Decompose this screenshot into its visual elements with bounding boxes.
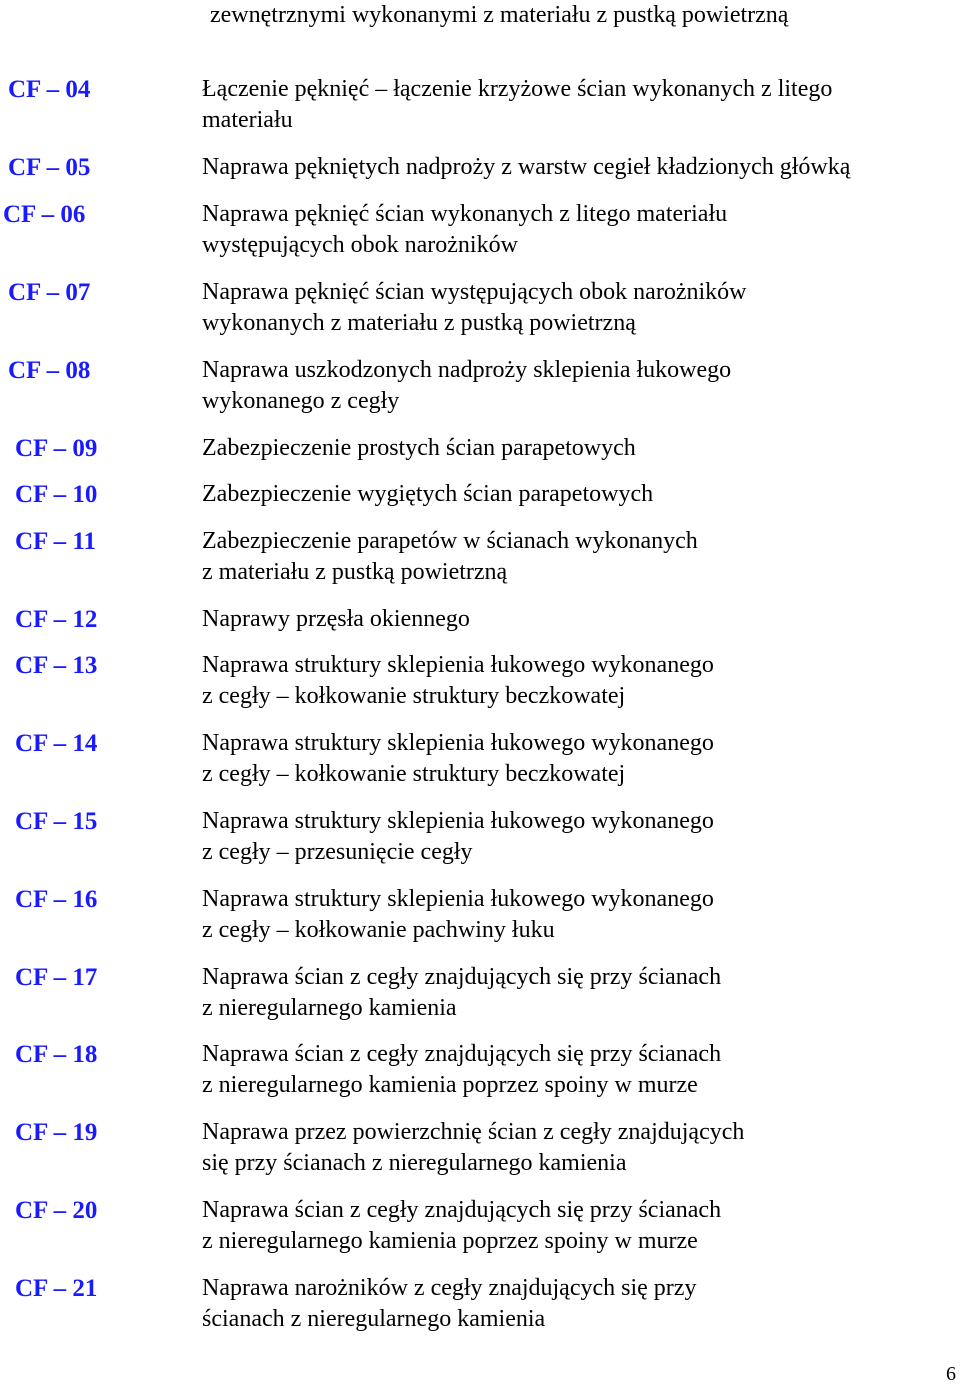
- description-line: z nieregularnego kamienia: [202, 995, 457, 1021]
- entry-code: CF – 21: [15, 1275, 98, 1302]
- description-line: Naprawa uszkodzonych nadproży sklepienia łukowego: [202, 357, 732, 383]
- entry-description: [202, 199, 952, 261]
- entry-description: [202, 650, 952, 712]
- description-line: Łączenie pęknięć – łączenie krzyżowe ścian wykonanych z litego: [202, 76, 833, 102]
- entry-description: [202, 1039, 952, 1101]
- description-line: występujących obok narożników: [202, 232, 518, 258]
- description-line: z nieregularnego kamienia poprzez spoiny w murze: [202, 1072, 698, 1098]
- entry-description: [202, 1195, 952, 1257]
- description-line: Naprawa struktury sklepienia łukowego wykonanego: [202, 886, 714, 912]
- description-line: Naprawa struktury sklepienia łukowego wykonanego: [202, 652, 714, 678]
- description-line: Naprawa narożników z cegły znajdujących się przy: [202, 1275, 697, 1301]
- entry-description: [202, 526, 952, 588]
- description-line: z cegły – kołkowanie pachwiny łuku: [202, 917, 555, 943]
- entry-description: [202, 728, 952, 790]
- entry-code: CF – 11: [15, 528, 97, 555]
- entry-description: [202, 604, 952, 635]
- entry-code: CF – 18: [15, 1041, 98, 1068]
- entry-code: CF – 10: [15, 481, 98, 508]
- entry-description: [202, 884, 952, 946]
- continued-heading: zewnętrznymi wykonanymi z materiału z pustką powietrzną: [210, 2, 789, 28]
- entry-code: CF – 09: [15, 435, 98, 462]
- entry-code: CF – 05: [8, 154, 91, 181]
- entry-code: CF – 04: [8, 76, 91, 103]
- entry-code: CF – 16: [15, 886, 98, 913]
- description-line: Naprawa ścian z cegły znajdujących się przy ścianach: [202, 964, 722, 990]
- description-line: się przy ścianach z nieregularnego kamienia: [202, 1150, 627, 1176]
- entry-description: [202, 1117, 952, 1179]
- description-line: Zabezpieczenie wygiętych ścian parapetowych: [202, 481, 654, 507]
- description-line: Naprawa pęknięć ścian występujących obok narożników: [202, 279, 747, 305]
- entry-code: CF – 06: [3, 201, 86, 228]
- description-line: Naprawa ścian z cegły znajdujących się przy ścianach: [202, 1041, 722, 1067]
- description-line: Naprawa ścian z cegły znajdujących się przy ścianach: [202, 1197, 722, 1223]
- entry-code: CF – 17: [15, 964, 98, 991]
- description-line: Naprawy przęsła okiennego: [202, 606, 470, 632]
- page-number: 6: [946, 1363, 956, 1385]
- description-line: Naprawa pęknięć ścian wykonanych z litego materiału: [202, 201, 728, 227]
- description-line: Naprawa struktury sklepienia łukowego wykonanego: [202, 730, 714, 756]
- entry-code: CF – 15: [15, 808, 98, 835]
- entry-description: [202, 479, 952, 510]
- description-line: z nieregularnego kamienia poprzez spoiny w murze: [202, 1228, 698, 1254]
- description-line: wykonanych z materiału z pustką powietrzną: [202, 310, 636, 336]
- description-line: Zabezpieczenie prostych ścian parapetowych: [202, 435, 636, 461]
- description-line: z cegły – kołkowanie struktury beczkowatej: [202, 683, 626, 709]
- entry-description: [202, 806, 952, 868]
- entry-description: [202, 355, 952, 417]
- entry-description: [202, 962, 952, 1024]
- entry-code: CF – 07: [8, 279, 91, 306]
- entry-description: [202, 277, 952, 339]
- description-line: z materiału z pustką powietrzną: [202, 559, 508, 585]
- entry-code: CF – 14: [15, 730, 98, 757]
- description-line: wykonanego z cegły: [202, 388, 400, 414]
- description-line: Naprawa struktury sklepienia łukowego wykonanego: [202, 808, 714, 834]
- entry-code: CF – 20: [15, 1197, 98, 1224]
- entry-description: [202, 74, 952, 136]
- description-line: Naprawa przez powierzchnię ścian z cegły znajdujących: [202, 1119, 745, 1145]
- entry-code: CF – 19: [15, 1119, 98, 1146]
- description-line: z cegły – kołkowanie struktury beczkowatej: [202, 761, 626, 787]
- entry-code: CF – 08: [8, 357, 91, 384]
- entry-code: CF – 12: [15, 606, 98, 633]
- description-line: materiału: [202, 107, 293, 133]
- description-line: ścianach z nieregularnego kamienia: [202, 1306, 546, 1332]
- entry-code: CF – 13: [15, 652, 98, 679]
- description-line: z cegły – przesunięcie cegły: [202, 839, 473, 865]
- description-line: Naprawa pękniętych nadproży z warstw cegieł kładzionych główką: [202, 154, 851, 180]
- description-line: Zabezpieczenie parapetów w ścianach wykonanych: [202, 528, 698, 554]
- entry-description: [202, 433, 952, 464]
- entry-description: [202, 1273, 952, 1335]
- entry-description: [202, 152, 952, 183]
